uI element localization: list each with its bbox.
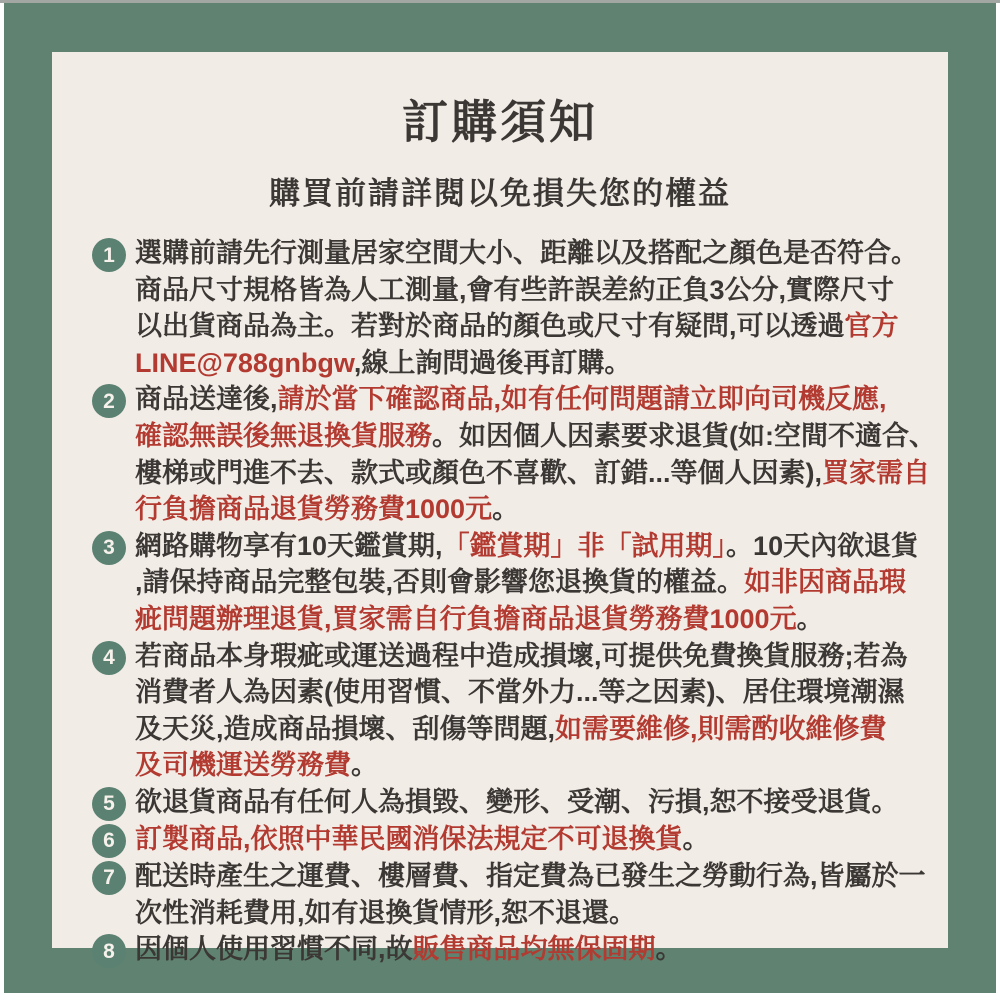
notice-line (135, 931, 683, 968)
notice-text (135, 528, 918, 638)
notice-text (135, 381, 936, 527)
body-text: 選購前請先行測量居家空間大小、距離以及搭配之顏色是否符合。 (135, 238, 918, 268)
notice-item (92, 381, 938, 527)
highlighted-text: 販售商品均無保固期 (412, 934, 656, 965)
notice-item (92, 638, 938, 784)
body-text: 配送時產生之運費、樓層費、指定費為已發生之勞動行為,皆屬於一 (135, 860, 926, 891)
notice-list (52, 235, 948, 968)
notice-text (135, 235, 918, 381)
notice-line (135, 638, 908, 675)
highlighted-text: 如非因商品瑕 (744, 567, 907, 598)
notice-item (92, 528, 938, 638)
body-text: 以出貨商品為主。若對於商品的顏色或尺寸有疑問,可以透過 (135, 311, 845, 342)
notice-line (135, 821, 710, 858)
body-text: 網路購物享有10天鑑賞期, (135, 530, 443, 561)
highlighted-text: 確認無誤後無退換貨服務 (135, 420, 432, 451)
body-text: 商品尺寸規格皆為人工測量,會有些許誤差約正負3公分,實際尺寸 (135, 274, 895, 305)
body-text: 。10天內欲退貨 (726, 530, 919, 561)
top-edge-shadow (0, 0, 1000, 3)
item-number-badge: 5 (92, 787, 126, 821)
item-number-badge: 2 (92, 384, 126, 418)
page-title: 訂購須知 (402, 96, 598, 148)
notice-item (92, 858, 938, 931)
body-text: 因個人使用習慣不同,故 (135, 934, 413, 965)
notice-item (92, 784, 938, 821)
notice-line (135, 345, 918, 382)
highlighted-text: 行負擔商品退貨勞務費1000元 (135, 494, 493, 525)
item-number-badge: 7 (92, 861, 126, 895)
body-text: 若商品本身瑕疵或運送過程中造成損壞,可提供免費換貨服務;若為 (135, 640, 908, 671)
highlighted-text: 請於當下確認商品,如有任何問題請立即向司機反應, (277, 384, 887, 415)
body-text: 。 (351, 750, 378, 781)
notice-line (135, 858, 926, 895)
body-text: ,線上詢問過後再訂購。 (353, 347, 632, 378)
notice-line (135, 564, 918, 601)
body-text: 次性消耗費用,如有退換貨情形,恕不退還。 (135, 897, 637, 928)
notice-line (135, 674, 908, 711)
notice-line (135, 491, 936, 528)
item-number-badge: 4 (92, 641, 126, 675)
body-text: 。 (796, 603, 824, 634)
notice-line (135, 418, 936, 455)
notice-line (135, 235, 918, 272)
item-number-badge: 6 (92, 824, 126, 858)
notice-line (135, 784, 899, 821)
highlighted-text: 買家需自 (822, 457, 930, 488)
notice-item (92, 821, 938, 858)
notice-text (135, 931, 683, 968)
body-text: 及天災,造成商品損壞、刮傷等問題, (135, 713, 556, 744)
notice-panel (52, 52, 948, 965)
highlighted-text: 官方 (844, 311, 899, 342)
highlighted-text: 訂製商品,依照中華民國消保法規定不可退換貨 (135, 823, 683, 854)
highlighted-text: LINE@788gnbgw (135, 347, 354, 378)
item-number-badge: 8 (92, 934, 126, 968)
item-number-badge: 3 (92, 531, 126, 565)
page-subtitle: 購買前請詳閱以免損失您的權益 (269, 176, 731, 211)
body-text: 。 (682, 823, 710, 854)
body-text: 。 (655, 934, 683, 965)
notice-line (135, 895, 926, 932)
body-text: 欲退貨商品有任何人為損毀、變形、受潮、污損,恕不接受退貨。 (135, 786, 899, 817)
notice-line (135, 381, 936, 418)
body-text: 商品送達後, (135, 384, 278, 415)
highlighted-text: 如需要維修,則需酌收維修費 (555, 713, 887, 744)
highlighted-text: 疵問題辦理退貨,買家需自行負擔商品退貨勞務費1000元 (135, 603, 797, 634)
notice-line (135, 747, 908, 784)
notice-line (135, 711, 908, 748)
notice-line (135, 528, 918, 565)
body-text: 消費者人為因素(使用習慣、不當外力...等之因素)、居住環境潮濕 (135, 677, 905, 708)
notice-line (135, 308, 918, 345)
highlighted-text: 及司機運送勞務費 (135, 750, 351, 781)
body-text: 。如因個人因素要求退貨(如:空間不適合、 (432, 420, 936, 451)
notice-item (92, 235, 938, 381)
item-number-badge: 1 (92, 238, 126, 272)
notice-text (135, 784, 899, 821)
body-text: ,請保持商品完整包裝,否則會影響您退換貨的權益。 (135, 567, 745, 598)
body-text: 。 (492, 494, 520, 525)
body-text: 樓梯或門進不去、款式或顏色不喜歡、訂錯...等個人因素), (135, 457, 822, 488)
notice-text (135, 821, 710, 858)
notice-line (135, 601, 918, 638)
notice-text (135, 858, 926, 931)
notice-line (135, 455, 936, 492)
notice-text (135, 638, 908, 784)
highlighted-text: 「鑑賞期」非「試用期」 (442, 530, 727, 561)
notice-item (92, 931, 938, 968)
notice-line (135, 272, 918, 309)
